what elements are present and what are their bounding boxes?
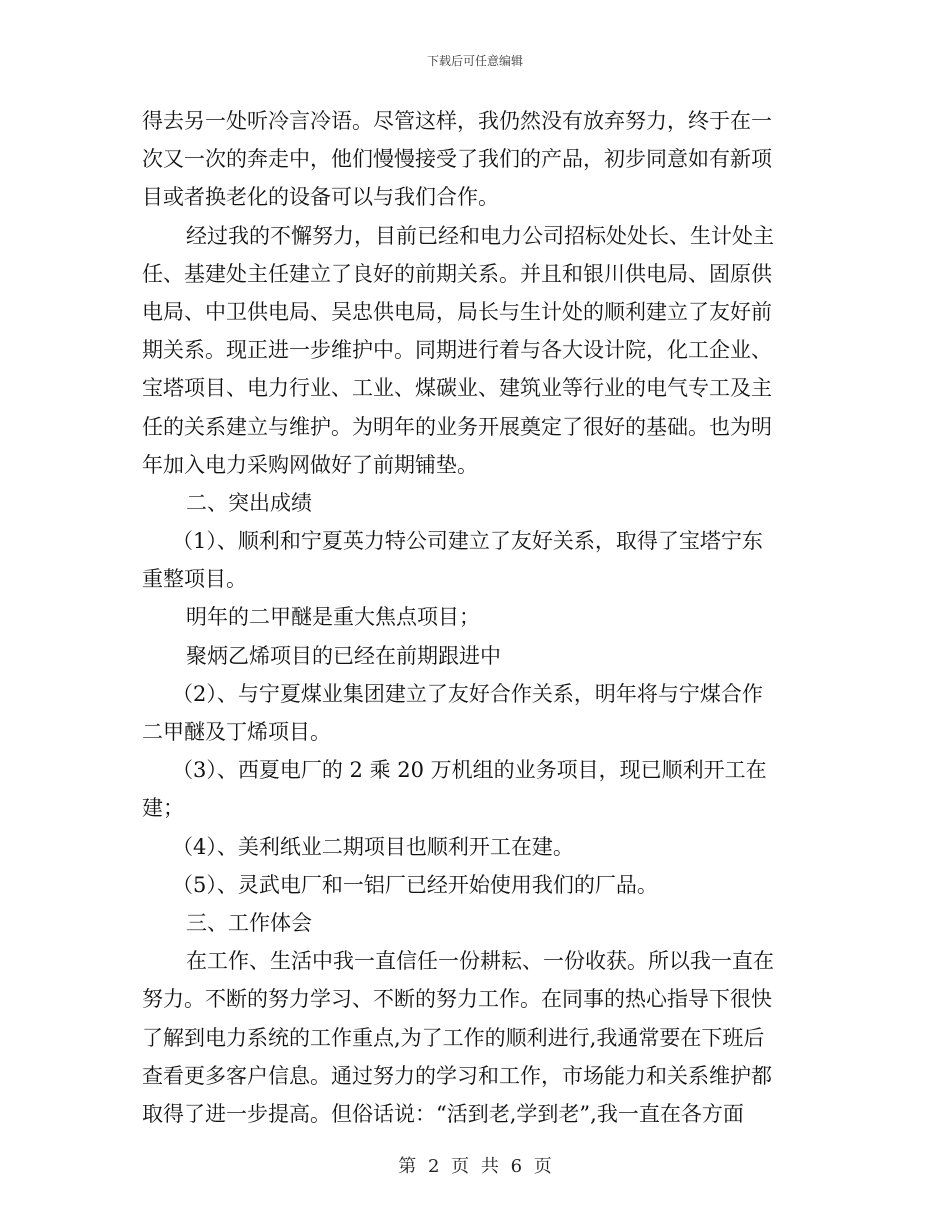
text-line: 二甲醚及丁烯项目。 <box>142 720 331 744</box>
text-line: 聚炳乙烯项目的已经在前期跟进中 <box>186 643 501 668</box>
text-line: （1）、顺利和宁夏英力特公司建立了友好关系，取得了宝塔宁东 <box>172 529 763 554</box>
document-body <box>142 102 812 1133</box>
text-line: 建； <box>142 796 184 821</box>
text-line: （2）、与宁夏煤业集团建立了友好合作关系，明年将与宁煤合作 <box>172 681 763 706</box>
text-line: （3）、西夏电厂的 2 乘 20 万机组的业务项目，现已顺利开工在 <box>172 758 767 783</box>
text-line: 取得了进一步提高。但俗话说：“活到老,学到老”,我一直在各方面 <box>142 1101 744 1126</box>
text-line: 年加入电力采购网做好了前期铺垫。 <box>142 452 478 477</box>
text-line: 经过我的不懈努力，目前已经和电力公司招标处处长、生计处主 <box>186 223 774 248</box>
text-line: 电局、中卫供电局、吴忠供电局，局长与生计处的顺利建立了友好前 <box>142 299 772 324</box>
text-line: 了解到电力系统的工作重点,为了工作的顺利进行,我通常要在下班后 <box>142 1025 765 1050</box>
text-line: 重整项目。 <box>142 567 247 592</box>
text-line: 宝塔项目、电力行业、工业、煤碳业、建筑业等行业的电气专工及主 <box>142 376 772 401</box>
page-header: 下载后可任意编辑 <box>426 54 523 68</box>
text-line: 期关系。现正进一步维护中。同期进行着与各大设计院，化工企业、 <box>142 338 772 363</box>
text-line: （4）、美利纸业二期项目也顺利开工在建。 <box>172 834 574 859</box>
text-line: 次又一次的奔走中，他们慢慢接受了我们的产品，初步同意如有新项 <box>142 147 772 172</box>
text-line: 得去另一处听冷言冷语。尽管这样，我仍然没有放弃努力，终于在一 <box>142 109 772 133</box>
text-line: 任、基建处主任建立了良好的前期关系。并且和银川供电局、固原供 <box>142 261 772 286</box>
text-line: 三、工作体会 <box>186 910 312 935</box>
text-line: 任的关系建立与维护。为明年的业务开展奠定了很好的基础。也为明 <box>142 414 772 439</box>
text-line: （5）、灵武电厂和一铝厂已经开始使用我们的厂品。 <box>172 872 658 897</box>
text-line: 二、突出成绩 <box>186 490 312 515</box>
text-line: 查看更多客户信息。通过努力的学习和工作，市场能力和关系维护都 <box>142 1063 772 1088</box>
text-line: 明年的二甲醚是重大焦点项目； <box>186 605 480 630</box>
text-line: 目或者换老化的设备可以与我们合作。 <box>142 185 499 210</box>
text-line: 在工作、生活中我一直信任一份耕耘、一份收获。所以我一直在 <box>186 949 774 974</box>
text-line: 努力。不断的努力学习、不断的努力工作。在同事的热心指导下很快 <box>142 987 772 1012</box>
page-footer: 第 2 页 共 6 页 <box>398 1156 552 1177</box>
